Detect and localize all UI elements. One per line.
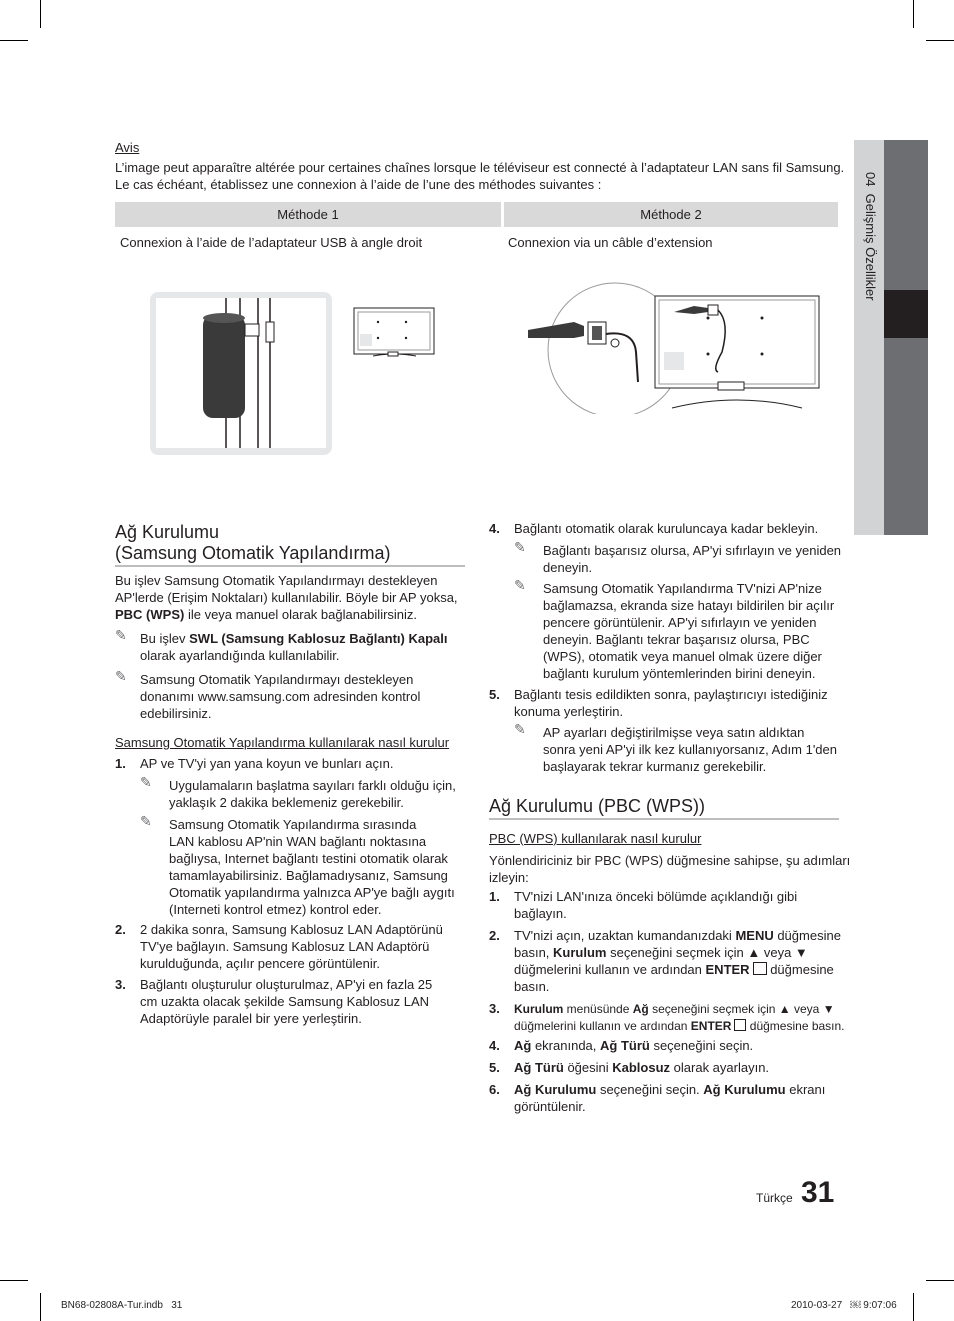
step-text: Bağlantı tesis edildikten sonra, paylaştırıcıyı istediğiniz	[514, 687, 828, 702]
pencil-note-icon: ✎	[514, 721, 526, 737]
note-text: deneyin. Bağlantı tekrar başarısız olursa, PBC	[543, 632, 810, 647]
step-text: kurulduğunda, açılır pencere görüntülenir.	[140, 956, 380, 971]
crop-mark	[926, 1280, 954, 1281]
text-part: seçeneğini seçmek için ▲ veya ▼	[648, 1002, 835, 1016]
text-part: menüsünde	[563, 1002, 633, 1016]
text-part: seçeneğini seçin.	[649, 1038, 754, 1053]
text-part: seçeneğini seçin.	[596, 1082, 704, 1097]
step-text	[514, 1018, 845, 1035]
text-part: olarak ayarlayın.	[670, 1060, 770, 1075]
step-text: Bağlantı oluşturulur oluşturulmaz, AP'yi en fazla 25	[140, 977, 433, 992]
step-text	[514, 1038, 753, 1055]
intro-text: AP'lerde (Erişim Noktaları) kullanılabilir. Böyle bir AP yoksa,	[115, 590, 458, 605]
table-cell-method-1: Connexion à l’aide de l’adaptateur USB à angle droit	[120, 235, 423, 250]
section-heading: (Samsung Otomatik Yapılandırma)	[115, 543, 391, 563]
kurulum-keyword: Kurulum	[553, 945, 607, 960]
intro-text: Bu işlev Samsung Otomatik Yapılandırmayı destekleyen	[115, 573, 438, 588]
text-part: düğmesine	[773, 928, 841, 943]
intro-bold: PBC (WPS)	[115, 607, 185, 622]
intro-rest: ile veya manuel olarak bağlanabilirsiniz.	[184, 607, 418, 622]
step-number: 4.	[489, 521, 500, 536]
note-text: olarak ayarlandığında kullanılabilir.	[140, 648, 340, 663]
step-number: 3.	[489, 1001, 500, 1016]
note-text: edebilirsiniz.	[140, 706, 212, 721]
step-text: Adaptörüyle paralel bir yere yerleştirin.	[140, 1011, 362, 1026]
text-part: ekranında,	[531, 1038, 600, 1053]
ag-turu-keyword: Ağ Türü	[514, 1060, 564, 1075]
usb-adapter-illustration	[148, 290, 438, 460]
subheading: PBC (WPS) kullanılarak nasıl kurulur	[489, 831, 702, 846]
step-text	[514, 928, 841, 945]
enter-keyword: ENTER	[705, 962, 750, 977]
menu-keyword: MENU	[735, 928, 774, 943]
note-text: LAN kablosu AP'nin WAN bağlantı noktasına	[169, 834, 427, 849]
pencil-note-icon: ✎	[140, 813, 152, 829]
note-text: bağlıysa, Internet bağlantı testini otomatik olarak	[169, 851, 448, 866]
note-text: Bağlantı başarısız olursa, AP'yi sıfırlayın ve yeniden	[543, 543, 842, 558]
step-text: TV'nizi LAN'ınıza önceki bölümde açıklandığı gibi	[514, 889, 798, 904]
note-text: bağlamazsa, ekranda size hatayı bildirilen bir açılır	[543, 598, 835, 613]
note-text: Samsung Otomatik Yapılandırmayı destekleyen	[140, 672, 414, 687]
note-text: Samsung Otomatik Yapılandırma sırasında	[169, 817, 417, 832]
step-text	[514, 962, 834, 979]
text-part: öğesini	[563, 1060, 613, 1075]
pencil-note-icon: ✎	[140, 774, 152, 790]
subheading: Samsung Otomatik Yapılandırma kullanılarak nasıl kurulur	[115, 735, 450, 750]
chapter-label: 04 Gelişmiş Özellikler	[863, 172, 878, 301]
text-part: basın,	[514, 945, 554, 960]
pencil-note-icon: ✎	[514, 539, 526, 555]
step-text: konuma yerleştirin.	[514, 704, 624, 719]
step-text: TV'ye bağlayın. Samsung Kablosuz LAN Adaptörü	[140, 939, 430, 954]
notice-title: Avis	[115, 140, 140, 155]
note-text: Uygulamaların başlatma sayıları farklı olduğu için,	[169, 778, 456, 793]
step-text	[514, 1060, 769, 1077]
section-rule	[489, 818, 839, 820]
note-text: yaklaşık 2 dakika beklemeniz gerekebilir.	[169, 795, 404, 810]
intro-text: izleyin:	[489, 870, 529, 885]
intro-text	[115, 607, 417, 624]
pencil-note-icon: ✎	[514, 577, 526, 593]
print-file-info: BN68-02808A-Tur.indb 31	[61, 1300, 183, 1311]
text-part: düğmesine basın.	[746, 1019, 845, 1033]
step-text	[514, 945, 808, 962]
note-text: Otomatik yapılandırma yalnızca AP'ye bağlı aygıtı	[169, 885, 455, 900]
ag-keyword: Ağ	[632, 1002, 649, 1016]
enter-icon	[753, 962, 767, 975]
crop-mark	[0, 40, 28, 41]
step-number: 3.	[115, 977, 126, 992]
print-timestamp: 2010-03-27 ￼ 9:07:06	[791, 1300, 897, 1311]
step-number: 5.	[489, 687, 500, 702]
enter-icon	[734, 1019, 746, 1031]
kablosuz-keyword: Kablosuz	[612, 1060, 671, 1075]
ag-kurulumu-keyword: Ağ Kurulumu	[514, 1082, 597, 1097]
step-number: 4.	[489, 1038, 500, 1053]
text-part: düğmesine	[766, 962, 834, 977]
crop-mark	[926, 40, 954, 41]
crop-mark	[913, 1293, 914, 1321]
note-text: Samsung Otomatik Yapılandırma TV'nizi AP'nize	[543, 581, 822, 596]
note-text: (Interneti kontrol etmez) kontrol eder.	[169, 902, 382, 917]
chapter-tab-marker	[884, 290, 928, 338]
ag-turu-keyword: Ağ Türü	[600, 1038, 650, 1053]
intro-text: Yönlendiriciniz bir PBC (WPS) düğmesine sahipse, şu adımları	[489, 853, 851, 868]
step-text: 2 dakika sonra, Samsung Kablosuz LAN Adaptörünü	[140, 922, 443, 937]
note-text: donanımı www.samsung.com adresinden kontrol	[140, 689, 421, 704]
step-text: Bağlantı otomatik olarak kuruluncaya kadar bekleyin.	[514, 521, 819, 536]
step-text: basın.	[514, 979, 550, 994]
note-text-part: Bu işlev	[140, 631, 190, 646]
step-number: 1.	[489, 889, 500, 904]
pencil-note-icon: ✎	[115, 627, 127, 643]
crop-mark	[40, 0, 41, 28]
note-text: pencere görüntülenir. AP'yi sıfırlayın ve yeniden	[543, 615, 817, 630]
crop-mark	[40, 1293, 41, 1321]
step-text: AP ve TV'yi yan yana koyun ve bunları açın.	[140, 756, 394, 771]
note-text: başlayarak tekrar kurmanız gerekebilir.	[543, 759, 767, 774]
step-number: 1.	[115, 756, 126, 771]
step-number: 6.	[489, 1082, 500, 1097]
text-part: ekranı	[785, 1082, 826, 1097]
section-heading: Ağ Kurulumu (PBC (WPS))	[489, 796, 706, 816]
step-text: cm uzakta olacak şekilde Samsung Kablosuz LAN	[140, 994, 430, 1009]
pencil-note-icon: ✎	[115, 668, 127, 684]
note-text: deneyin.	[543, 560, 593, 575]
table-header-method-2: Méthode 2	[504, 202, 838, 227]
step-text	[514, 1082, 825, 1099]
crop-mark	[913, 0, 914, 28]
kurulum-keyword: Kurulum	[514, 1002, 564, 1016]
ag-kurulumu-keyword: Ağ Kurulumu	[703, 1082, 786, 1097]
note-text: bağlantı kurulum yöntemlerinden birini deneyin.	[543, 666, 816, 681]
step-number: 2.	[489, 928, 500, 943]
section-heading: Ağ Kurulumu	[115, 522, 220, 542]
text-part: seçeneğini seçmek için ▲ veya ▼	[606, 945, 808, 960]
extension-cable-illustration	[512, 282, 824, 414]
step-text	[514, 1001, 835, 1018]
step-text: bağlayın.	[514, 906, 567, 921]
note-text: tamamlayabilirsiniz. Bağlamadıysanız, Samsung	[169, 868, 448, 883]
note-text: sonra yeni AP'yi ilk kez kullanıyorsanız, Adım 1'den	[543, 742, 837, 757]
table-header-method-1: Méthode 1	[115, 202, 501, 227]
step-number: 2.	[115, 922, 126, 937]
note-text: AP ayarları değiştirilmişse veya satın aldıktan	[543, 725, 805, 740]
note-text: (WPS), otomatik veya manuel olmak üzere diğer	[543, 649, 822, 664]
note-text	[140, 631, 447, 648]
notice-body: L’image peut apparaître altérée pour certaines chaînes lorsque le téléviseur est connecté à l’adaptateur LAN sans fil Samsung.	[115, 160, 845, 175]
enter-keyword: ENTER	[690, 1019, 732, 1033]
notice-body: Le cas échéant, établissez une connexion à l’aide de l’une des méthodes suivantes :	[115, 177, 602, 192]
text-part: düğmelerini kullanın ve ardından	[514, 962, 706, 977]
page-language: Türkçe	[756, 1191, 793, 1205]
step-number: 5.	[489, 1060, 500, 1075]
page-number: 31	[801, 1176, 835, 1209]
ag-keyword: Ağ	[514, 1038, 532, 1053]
table-cell-method-2: Connexion via un câble d’extension	[508, 235, 713, 250]
text-part: TV'nizi açın, uzaktan kumandanızdaki	[514, 928, 736, 943]
section-rule	[115, 565, 465, 567]
note-bold: SWL (Samsung Kablosuz Bağlantı) Kapalı	[189, 631, 448, 646]
step-text: görüntülenir.	[514, 1099, 586, 1114]
text-part: düğmelerini kullanın ve ardından	[514, 1019, 691, 1033]
crop-mark	[0, 1280, 28, 1281]
